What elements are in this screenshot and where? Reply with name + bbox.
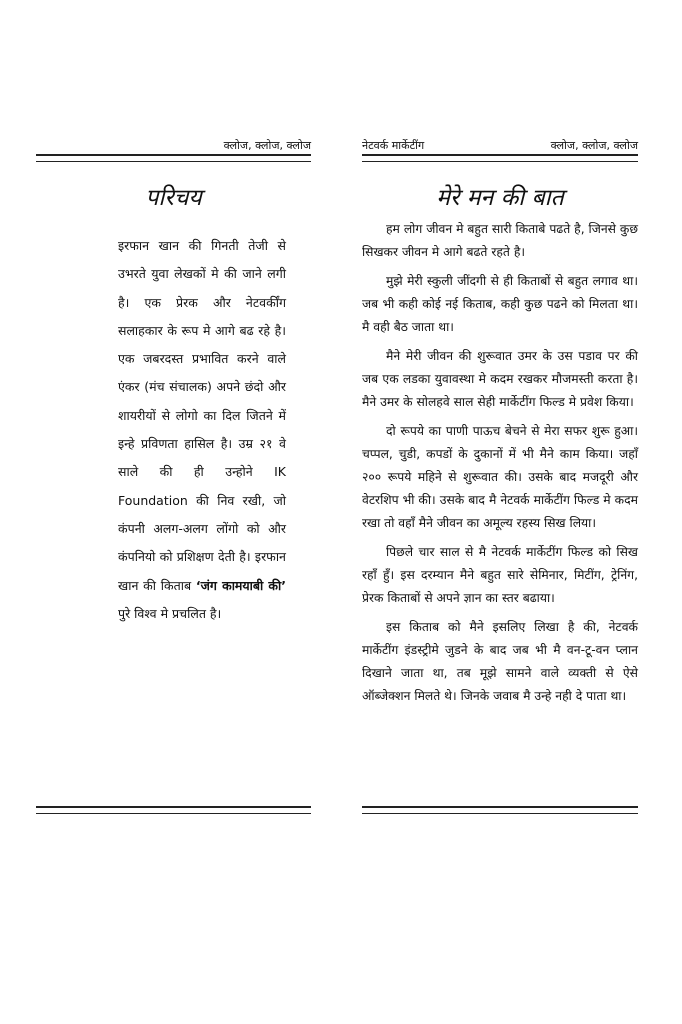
left-header-running-title: क्लोज, क्लोज, क्लोज <box>223 139 311 152</box>
bio-book-title: ‘जंग कामयाबी की’ <box>195 577 287 593</box>
right-header-rule <box>362 154 638 162</box>
left-footer-rule <box>36 806 311 814</box>
left-header-rule <box>36 154 311 162</box>
left-page-header <box>36 136 311 156</box>
author-bio <box>118 232 286 628</box>
paragraph: पिछले चार साल से मै नेटवर्क मार्केटींग फिल्ड को सिख रहाँ हुँ। इस दरम्यान मैने बहुत सारे सेमिनार, मिटींग, ट्रेनिंग, प्रेरक किताबों से अपने ज्ञान का स्तर बढाया। <box>362 545 638 605</box>
paragraph: दो रूपये का पाणी पाऊच बेचने से मेरा सफर शुरू हुआ। चप्पल, चुडी, कपडों के दुकानों में भी मैने काम किया। जहाँ २०० रूपये महिने से शुरूवात की। उसके बाद मजदूरी और वेटरशिप भी की। उसके बाद मै नेटवर्क मार्केटींग फिल्ड मे कदम रखा तो वहाँ मैने जीवन का अमूल्य रहस्य सिख लिया। <box>362 424 638 530</box>
right-header-book-title: नेटवर्क मार्केटींग <box>362 139 425 152</box>
bio-text-end: पुरे विश्व मे प्रचलित है। <box>118 605 222 621</box>
paragraph: इस किताब को मैने इसलिए लिखा है की, नेटवर्क मार्केटींग इंडस्ट्रीमे जुडने के बाद जब भी मै वन-टू-वन प्लान दिखाने जाता था, तब मूझे सामने वाले व्यक्ती से ऐसे ऑब्जेक्शन मिलते थे। जिनके जवाब मै उन्हे नही दे पाता था। <box>362 620 638 703</box>
paragraph: मुझे मेरी स्कुली जींदगी से ही किताबों से बहुत लगाव था। जब भी कही कोई नई किताब, कही कुछ पढने को मिलता था। मै वही बैठ जाता था। <box>362 274 638 334</box>
right-header-running-title: क्लोज, क्लोज, क्लोज <box>550 139 638 152</box>
left-page-title: परिचय <box>145 185 202 211</box>
preface-content <box>362 218 638 714</box>
paragraph: हम लोग जीवन मे बहुत सारी किताबे पढते है, जिनसे कुछ सिखकर जीवन मे आगे बढते रहते है। <box>362 222 638 259</box>
paragraph: मैने मेरी जीवन की शुरूवात उमर के उस पडाव पर की जब एक लडका युवावस्था मे कदम रखकर मौजमस्ती करता है। मैने उमर के सोलहवे साल सेही मार्केटींग फिल्ड मे प्रवेश किया। <box>362 349 638 409</box>
right-footer-rule <box>362 806 638 814</box>
bio-text: इरफान खान की गिनती तेजी से उभरते युवा लेखकों मे की जाने लगी है। एक प्रेरक और नेटवर्कींग सलाहकार के रूप मे आगे बढ रहे है। एक जबरदस्त प्रभावित करने वाले एंकर (मंच संचालक) अपने छंदो और शायरीयों से लोगो का दिल जितने में इन्हे प्रविणता हासिल है। उम्र २१ वे साले की ही उन्होने IK Foundation की निव रखी, जो कंपनी अलग-अलग लोंगो को और कंपनियो को प्रशिक्षण देती है। इरफान खान की किताब <box>118 238 286 593</box>
right-page-title: मेरे मन की बात <box>436 185 564 211</box>
right-page-header <box>362 136 638 156</box>
